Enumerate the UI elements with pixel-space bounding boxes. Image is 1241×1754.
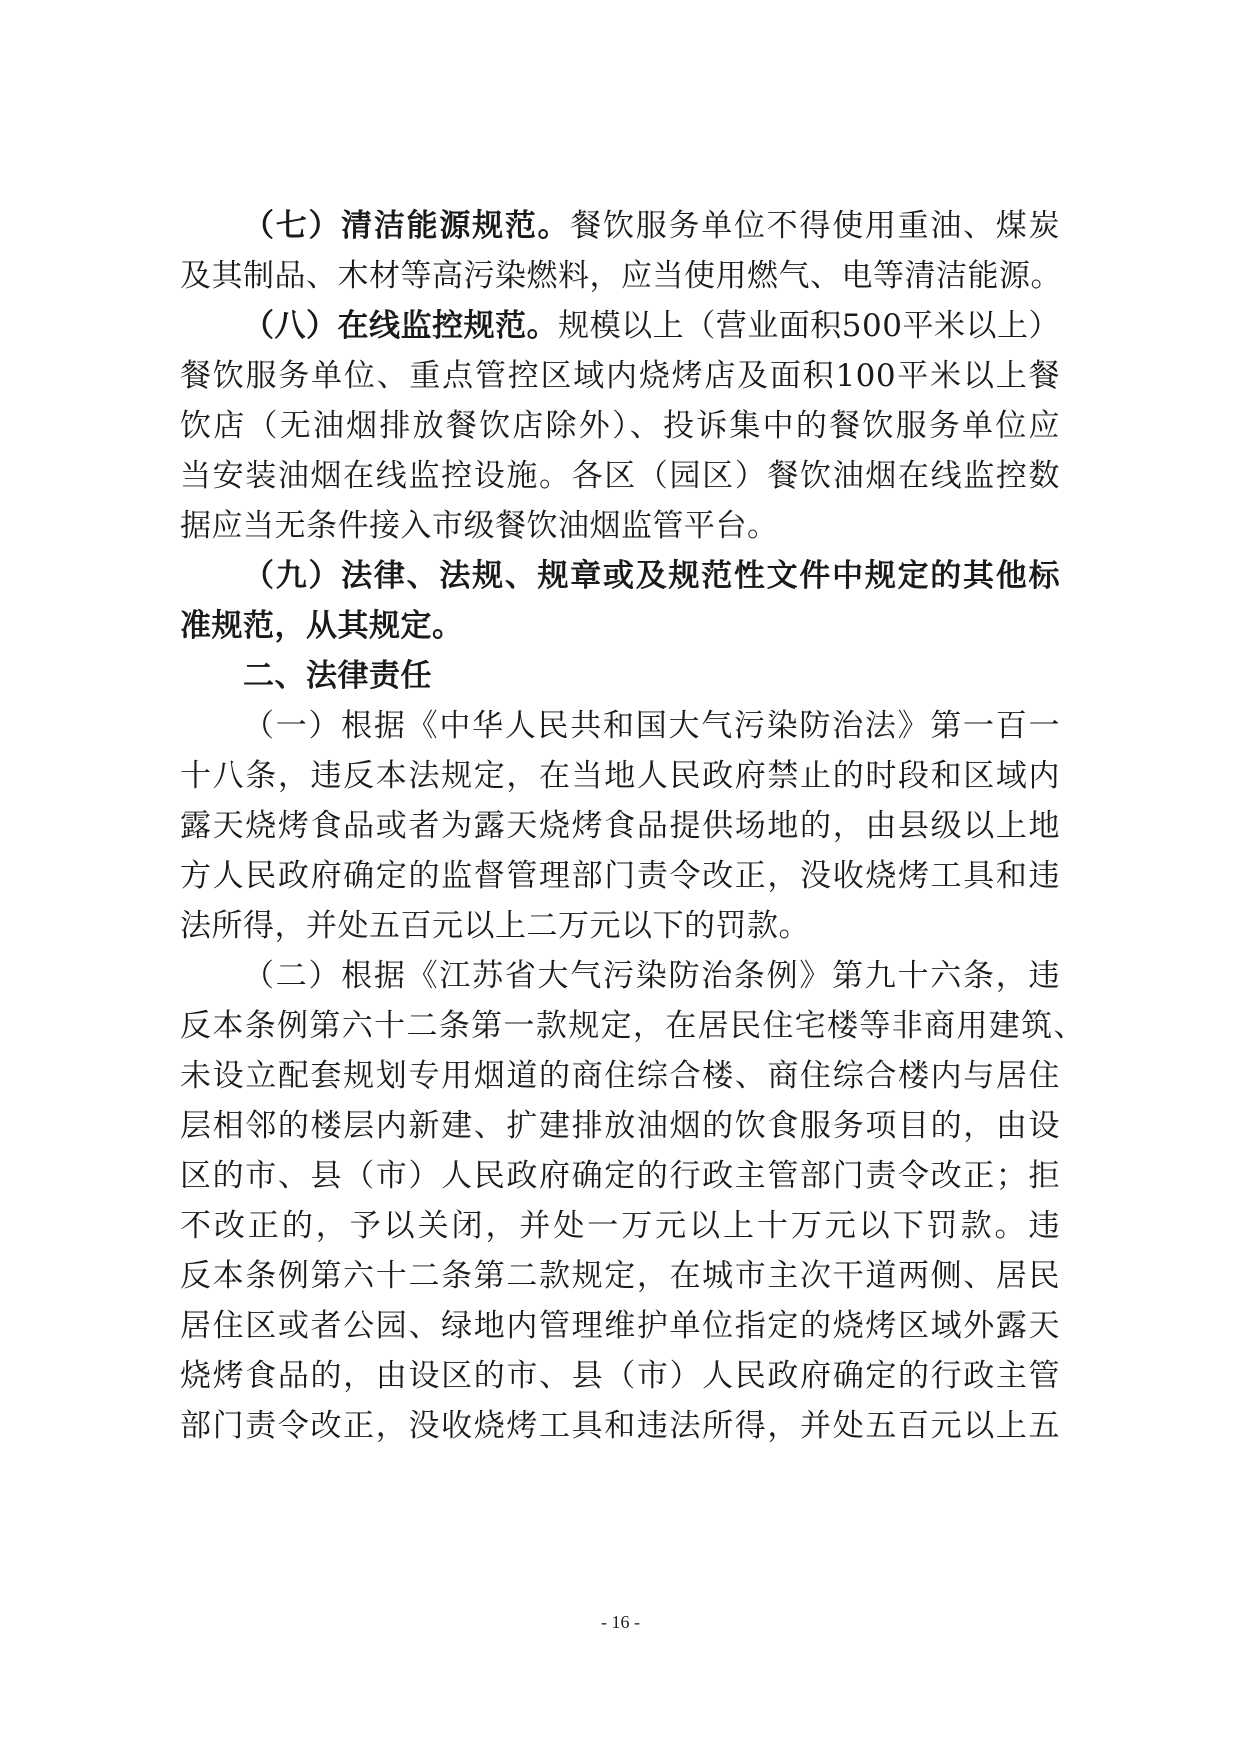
l2-line-7: 反本条例第六十二条第二款规定，在城市主次干道两侧、居民 [180,1258,1060,1294]
l2-line-3: 未设立配套规划专用烟道的商住综合楼、商住综合楼内与居住 [180,1058,1060,1094]
l2-line-2: 反本条例第六十二条第一款规定，在居民住宅楼等非商用建筑、 [180,1008,1085,1044]
page-number: - 16 - [601,1612,640,1632]
p7-lead: （七）清洁能源规范。 [243,208,571,244]
p8-line-2: 餐饮服务单位、重点管控区域内烧烤店及面积100平米以上餐 [180,358,1060,394]
p8-lead: （八）在线监控规范。 [243,308,559,344]
l1-line-1: （一）根据《中华人民共和国大气污染防治法》第一百一 [243,708,1060,744]
p8-line-3: 饮店（无油烟排放餐饮店除外）、投诉集中的餐饮服务单位应 [180,408,1060,444]
p8-line-4: 当安装油烟在线监控设施。各区（园区）餐饮油烟在线监控数 [180,458,1060,494]
l2-line-10: 部门责令改正，没收烧烤工具和违法所得，并处五百元以上五 [180,1408,1060,1444]
p8-line-5: 据应当无条件接入市级餐饮油烟监管平台。 [180,508,779,544]
p9-line-1: （九）法律、法规、规章或及规范性文件中规定的其他标 [243,558,1060,594]
p8-line-1 [243,306,1060,346]
p9-line-2: 准规范，从其规定。 [180,608,464,644]
p7-line-2: 及其制品、木材等高污染燃料，应当使用燃气、电等清洁能源。 [180,258,1062,294]
l2-line-6: 不改正的，予以关闭，并处一万元以上十万元以下罚款。违 [180,1208,1060,1244]
l1-line-5: 法所得，并处五百元以上二万元以下的罚款。 [180,908,810,944]
p7-line-1-text: 餐饮服务单位不得使用重油、煤炭 [570,208,1061,244]
l2-line-8: 居住区或者公园、绿地内管理维护单位指定的烧烤区域外露天 [180,1308,1060,1344]
l1-line-3: 露天烧烤食品或者为露天烧烤食品提供场地的，由县级以上地 [180,808,1060,844]
l2-line-1: （二）根据《江苏省大气污染防治条例》第九十六条，违 [243,958,1060,994]
p8-line-1-text: 规模以上（营业面积500平米以上） [558,308,1060,344]
p7-line-1 [243,206,1060,246]
section-heading: 二、法律责任 [243,658,432,694]
l2-line-4: 层相邻的楼层内新建、扩建排放油烟的饮食服务项目的，由设 [180,1108,1060,1144]
l2-line-5: 区的市、县（市）人民政府确定的行政主管部门责令改正；拒 [180,1158,1060,1194]
l2-line-9: 烧烤食品的，由设区的市、县（市）人民政府确定的行政主管 [180,1358,1060,1394]
l1-line-2: 十八条，违反本法规定，在当地人民政府禁止的时段和区域内 [180,758,1060,794]
l1-line-4: 方人民政府确定的监督管理部门责令改正，没收烧烤工具和违 [180,858,1060,894]
